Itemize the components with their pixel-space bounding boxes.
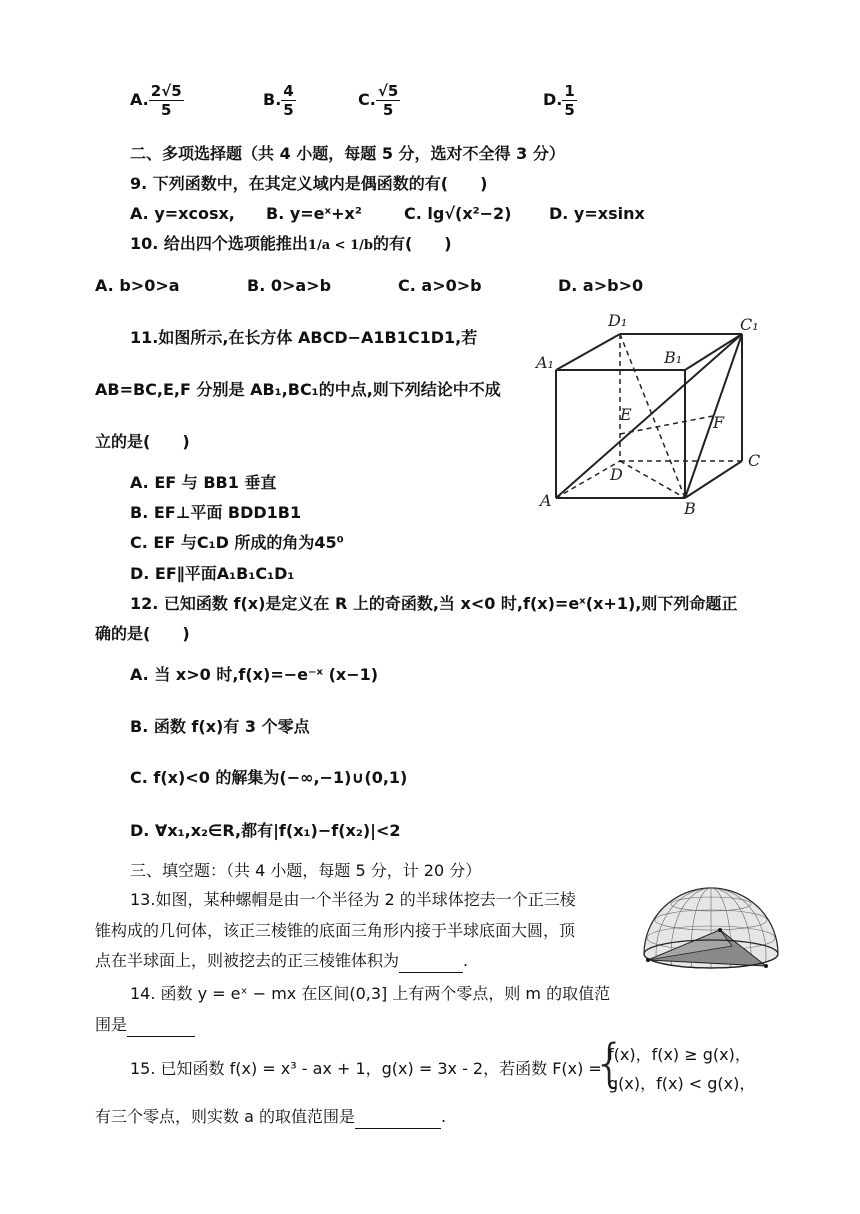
q15-line2-end: .	[440, 1107, 447, 1126]
q15-case2: g(x)，f(x) < g(x)，	[608, 1074, 756, 1093]
q8-d-num: 1	[564, 82, 575, 100]
q10-stem-pre: 10. 给出四个选项能推出	[130, 234, 308, 253]
q10-option-c: C. a>0>b	[398, 276, 482, 295]
label-d: D	[610, 465, 623, 484]
label-f: F	[713, 413, 725, 432]
q11-option-d: D. EF∥平面A₁B₁C₁D₁	[130, 564, 295, 583]
q15-brace: {	[593, 1034, 627, 1094]
q8-option-a-label: A.	[130, 90, 149, 109]
q14-line2-text: 围是	[95, 1015, 128, 1034]
q14-answer-blank[interactable]	[127, 1014, 195, 1037]
hemisphere-figure	[636, 880, 786, 976]
q14-line2	[95, 1014, 195, 1037]
q13-answer-blank[interactable]	[399, 950, 463, 973]
q9-option-a: A. y=xcosx,	[130, 204, 235, 223]
q12-option-a: A. 当 x>0 时,f(x)=−e⁻ˣ (x−1)	[130, 665, 379, 684]
label-c1: C₁	[740, 315, 759, 334]
q8-a-den: 5	[160, 101, 172, 119]
section3-title: 三、填空题：（共 4 小题，每题 5 分，计 20 分）	[130, 861, 482, 880]
q8-option-c-fraction	[376, 82, 400, 119]
q10-stem	[130, 233, 452, 257]
cuboid-figure	[530, 308, 770, 518]
q8-option-d-label: D.	[543, 90, 563, 109]
label-a1: A₁	[536, 353, 554, 372]
q8-b-den: 5	[283, 101, 294, 119]
q8-c-den: 5	[382, 101, 394, 119]
label-c: C	[748, 451, 761, 470]
q8-d-den: 5	[564, 101, 575, 119]
q8-option-b-label: B.	[263, 90, 282, 109]
q15-line2-text: 有三个零点，则实数 a 的取值范围是	[95, 1107, 355, 1126]
q10-option-b: B. 0>a>b	[247, 276, 332, 295]
q13-line1: 13.如图，某种螺帽是由一个半径为 2 的半球体挖去一个正三棱	[130, 890, 576, 909]
q12-line2: 确的是( )	[95, 624, 190, 643]
q15-answer-blank[interactable]	[355, 1106, 441, 1129]
label-b1: B₁	[664, 348, 683, 367]
label-d1: D₁	[608, 311, 628, 330]
q8-option-c	[358, 82, 400, 119]
q15-line1: 15. 已知函数 f(x) = x³ - ax + 1，g(x) = 3x - 2，若函数 F(x) =	[130, 1059, 602, 1078]
section2-title: 二、多项选择题（共 4 小题，每题 5 分，选对不全得 3 分）	[130, 144, 565, 163]
q10-stem-post: 的有( )	[372, 234, 452, 253]
q11-option-b: B. EF⊥平面 BDD1B1	[130, 503, 302, 522]
q9-option-c: C. lg√(x²−2)	[404, 204, 512, 223]
q9-option-d: D. y=xsinx	[549, 204, 645, 223]
q12-option-d: D. ∀x₁,x₂∈R,都有|f(x₁)−f(x₂)|<2	[130, 821, 401, 840]
q8-option-d	[543, 82, 577, 119]
q11-option-c: C. EF 与C₁D 所成的角为45⁰	[130, 533, 344, 552]
q8-b-num: 4	[283, 82, 294, 100]
q12-line1: 12. 已知函数 f(x)是定义在 R 上的奇函数,当 x<0 时,f(x)=eˣ(x+1),则下列命题正	[130, 594, 738, 613]
q12-option-c: C. f(x)<0 的解集为(−∞,−1)∪(0,1)	[130, 768, 408, 787]
q8-option-b	[263, 82, 296, 119]
q10-option-a: A. b>0>a	[95, 276, 180, 295]
q12-option-b: B. 函数 f(x)有 3 个零点	[130, 717, 310, 736]
q10-option-d: D. a>b>0	[558, 276, 644, 295]
q8-a-num: 2√5	[150, 82, 182, 100]
q8-option-b-fraction	[281, 82, 295, 119]
q9-stem: 9. 下列函数中，在其定义域内是偶函数的有( )	[130, 174, 488, 193]
q11-line2: AB=BC,E,F 分别是 AB₁,BC₁的中点,则下列结论中不成	[95, 380, 501, 399]
q13-line3	[95, 950, 468, 973]
q13-line3-text: 点在半球面上，则被挖去的正三棱锥体积为	[95, 951, 400, 970]
q15-line2	[95, 1106, 446, 1129]
q15-case1: f(x)，f(x) ≥ g(x)，	[608, 1045, 751, 1064]
q8-option-d-fraction	[562, 82, 576, 119]
q8-option-a-fraction	[149, 82, 184, 119]
q8-option-c-label: C.	[358, 90, 376, 109]
label-a: A	[540, 491, 552, 510]
q13-line2: 锥构成的几何体，该正三棱锥的底面三角形内接于半球底面大圆，顶	[95, 921, 576, 940]
q13-line3-end: .	[463, 951, 469, 970]
q8-c-num: √5	[377, 82, 399, 100]
q8-option-a	[130, 82, 184, 119]
q9-option-b: B. y=eˣ+x²	[266, 204, 362, 223]
q11-line1: 11.如图所示,在长方体 ABCD−A1B1C1D1,若	[130, 328, 478, 347]
label-b: B	[684, 499, 696, 518]
q14-line1: 14. 函数 y = eˣ − mx 在区间(0,3] 上有两个零点，则 m 的取值范	[130, 984, 611, 1003]
q11-option-a: A. EF 与 BB1 垂直	[130, 473, 277, 492]
q11-line3: 立的是( )	[95, 432, 190, 451]
q10-inequality: 1/a < 1/b	[307, 238, 373, 253]
label-e: E	[620, 405, 632, 424]
